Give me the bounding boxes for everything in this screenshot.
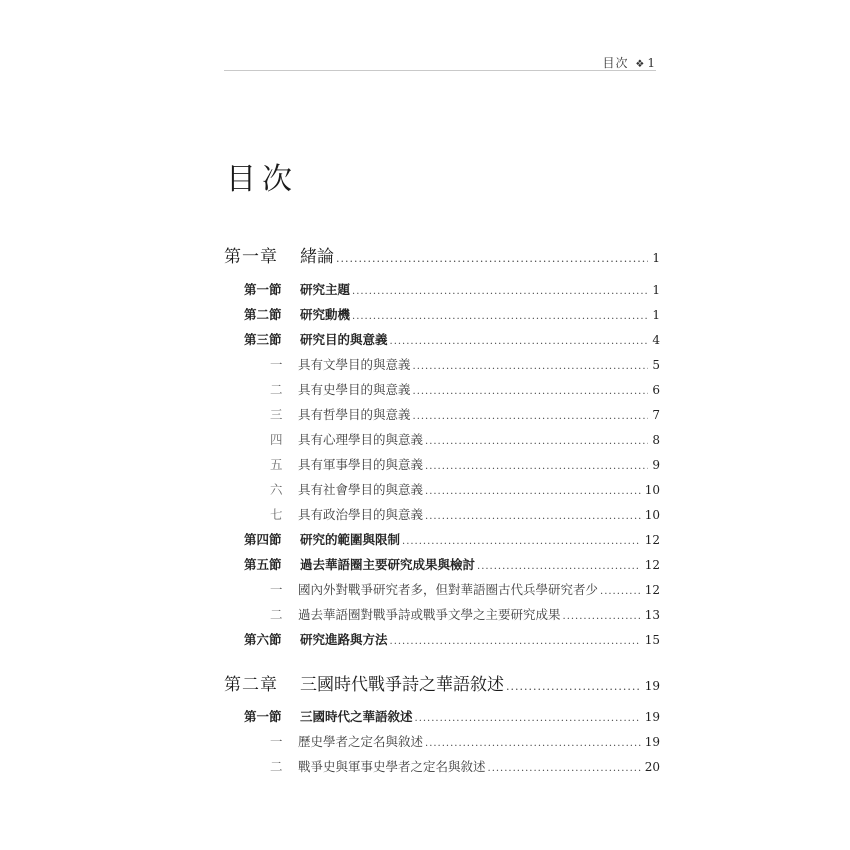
toc-entry-page-number: 4 — [652, 333, 660, 347]
toc-entry-title: 研究的範圍與限制 — [300, 532, 401, 547]
dot-leader — [425, 436, 648, 447]
dot-leader — [600, 586, 641, 597]
toc-entry-title: 具有軍事學目的與意義 — [298, 457, 424, 472]
toc-entry-page-number: 12 — [644, 583, 660, 597]
dot-leader — [413, 361, 649, 372]
dot-leader — [488, 763, 641, 774]
toc-entry-label: 第三節 — [244, 332, 282, 347]
toc-entry-page-number: 6 — [652, 383, 660, 397]
toc-entry-item[interactable] — [224, 757, 660, 775]
toc-entry-title: 具有哲學目的與意義 — [298, 407, 411, 422]
toc-entry-section[interactable] — [224, 330, 660, 348]
toc-entry-page-number: 1 — [652, 251, 660, 265]
dot-leader — [352, 286, 648, 297]
toc-entry-label: 第一節 — [244, 709, 282, 724]
toc-entry-label: 二 — [270, 607, 283, 622]
toc-entry-item[interactable] — [224, 580, 660, 598]
toc-entry-label: 第五節 — [244, 557, 282, 572]
toc-entry-item[interactable] — [224, 380, 660, 398]
toc-entry-label: 五 — [270, 457, 283, 472]
dot-leader — [390, 636, 641, 647]
dot-leader — [425, 738, 641, 749]
toc-entry-page-number: 9 — [652, 458, 660, 472]
toc-entry-title: 三國時代戰爭詩之華語敘述 — [300, 675, 504, 695]
dot-leader — [506, 680, 641, 693]
toc-entry-label: 七 — [270, 507, 283, 522]
toc-entry-item[interactable] — [224, 405, 660, 423]
running-header — [224, 52, 656, 71]
toc-entry-page-number: 12 — [644, 558, 660, 572]
toc-entry-title: 過去華語圈對戰爭詩或戰爭文學之主要研究成果 — [298, 607, 561, 622]
toc-entry-section[interactable] — [224, 630, 660, 648]
toc-entry-page-number: 13 — [644, 608, 660, 622]
toc-entry-title: 研究進路與方法 — [300, 632, 388, 647]
toc-entry-title: 具有史學目的與意義 — [298, 382, 411, 397]
toc-entry-label: 四 — [270, 432, 283, 447]
toc-entry-section[interactable] — [224, 305, 660, 323]
toc-entry-page-number: 8 — [652, 433, 660, 447]
dot-leader — [352, 311, 648, 322]
dot-leader — [390, 336, 649, 347]
toc-entry-label: 一 — [270, 734, 283, 749]
toc-entry-chapter[interactable] — [224, 242, 660, 267]
toc-entry-page-number: 19 — [644, 710, 660, 724]
toc-entry-page-number: 20 — [644, 760, 660, 774]
toc-entry-chapter[interactable] — [224, 670, 660, 695]
toc-entry-page-number: 12 — [644, 533, 660, 547]
toc-entry-label: 一 — [270, 582, 283, 597]
fleuron-icon: ❖ — [635, 59, 646, 70]
header-page-number: 1 — [647, 56, 656, 70]
toc-entry-label: 二 — [270, 382, 283, 397]
toc-entry-item[interactable] — [224, 732, 660, 750]
toc-entry-item[interactable] — [224, 455, 660, 473]
toc-entry-title: 緒論 — [300, 247, 334, 267]
toc-entry-title: 具有政治學目的與意義 — [298, 507, 424, 522]
toc-entry-page-number: 19 — [644, 679, 660, 693]
toc-entry-page-number: 7 — [652, 408, 660, 422]
page-title: 目次 — [226, 162, 298, 198]
toc-entry-page-number: 19 — [644, 735, 660, 749]
toc-entry-page-number: 10 — [644, 508, 660, 522]
toc-entry-label: 第二章 — [224, 675, 278, 695]
toc-entry-section[interactable] — [224, 555, 660, 573]
toc-entry-title: 研究目的與意義 — [300, 332, 388, 347]
dot-leader — [425, 511, 641, 522]
dot-leader — [425, 486, 641, 497]
toc-entry-item[interactable] — [224, 430, 660, 448]
toc-entry-title: 研究主題 — [300, 282, 351, 297]
toc-entry-item[interactable] — [224, 480, 660, 498]
toc-entry-section[interactable] — [224, 280, 660, 298]
running-title: 目次 — [602, 56, 629, 70]
toc-entry-section[interactable] — [224, 530, 660, 548]
toc-entry-page-number: 1 — [652, 308, 660, 322]
toc-entry-label: 二 — [270, 759, 283, 774]
toc-entry-title: 具有社會學目的與意義 — [298, 482, 424, 497]
toc-entry-label: 一 — [270, 357, 283, 372]
toc-entry-page-number: 5 — [652, 358, 660, 372]
toc-entry-label: 第六節 — [244, 632, 282, 647]
toc-entry-label: 第一節 — [244, 282, 282, 297]
toc-entry-label: 三 — [270, 407, 283, 422]
running-header-text — [603, 54, 656, 71]
dot-leader — [415, 713, 641, 724]
dot-leader — [425, 461, 648, 472]
dot-leader — [413, 386, 649, 397]
dot-leader — [477, 561, 641, 572]
toc-entry-title: 戰爭史與軍事史學者之定名與敘述 — [298, 759, 486, 774]
toc-entry-title: 具有文學目的與意義 — [298, 357, 411, 372]
toc-entry-label: 第一章 — [224, 247, 278, 267]
toc-entry-item[interactable] — [224, 605, 660, 623]
toc-entry-title: 國內外對戰爭研究者多，但對華語圈古代兵學研究者少 — [298, 582, 599, 597]
toc-entry-label: 第二節 — [244, 307, 282, 322]
toc-entry-label: 第四節 — [244, 532, 282, 547]
toc-entry-page-number: 1 — [652, 283, 660, 297]
dot-leader — [336, 252, 648, 265]
toc-entry-item[interactable] — [224, 505, 660, 523]
toc-entry-title: 歷史學者之定名與敘述 — [298, 734, 424, 749]
toc-entry-page-number: 15 — [644, 633, 660, 647]
toc-entry-label: 六 — [270, 482, 283, 497]
toc-entry-title: 研究動機 — [300, 307, 351, 322]
toc-entry-title: 三國時代之華語敘述 — [300, 709, 413, 724]
toc-entry-title: 過去華語圈主要研究成果與檢討 — [300, 557, 476, 572]
toc-entry-title: 具有心理學目的與意義 — [298, 432, 424, 447]
dot-leader — [563, 611, 641, 622]
dot-leader — [402, 536, 641, 547]
toc-entry-page-number: 10 — [644, 483, 660, 497]
toc-entry-item[interactable] — [224, 355, 660, 373]
toc-entry-section[interactable] — [224, 707, 660, 725]
dot-leader — [413, 411, 649, 422]
